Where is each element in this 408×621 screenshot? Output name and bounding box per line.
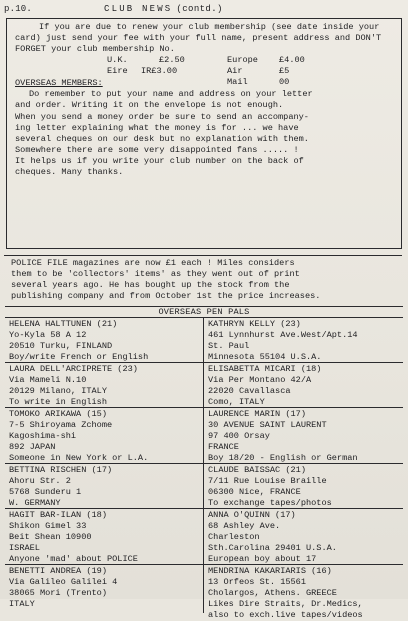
pen-pal-name: BENETTI ANDREA (19) [9, 566, 107, 576]
price-amount: £2.50 [159, 55, 185, 66]
pen-pals-right-column [204, 318, 403, 621]
text-line: publishing company and from October 1st the price increases. [11, 291, 321, 302]
pen-pal-entry [5, 509, 203, 565]
text-line: When you send a money order be sure to send an accompany- [15, 111, 309, 122]
pen-pal-entry [5, 363, 203, 408]
pen-pal-line: Minnesota 55104 U.S.A. [208, 352, 322, 363]
price-amount: £5 00 [279, 66, 290, 88]
pen-pal-line: Cholargos, Athens. GREECE [208, 588, 337, 599]
pen-pal-line: Via Mameli N.10 [9, 375, 87, 386]
page-title [104, 4, 223, 15]
pen-pal-line: 68 Ashley Ave. [208, 521, 281, 532]
pen-pal-line: ISRAEL [9, 543, 40, 554]
price-region: Air Mail [227, 66, 248, 88]
text-line: cheques. Many thanks. [15, 167, 124, 178]
pen-pal-entry [5, 464, 203, 509]
price-table [107, 55, 395, 88]
renewal-paragraph: If you are due to renew your club membership (see date inside your card) just send your fee with your full name, present address and DON'T FORGET your club membership No. [15, 22, 382, 55]
pen-pal-line: To write in English [9, 397, 107, 408]
pen-pal-name: LAURA DELL'ARCIPRETE (23) [9, 364, 138, 374]
pen-pal-entry [5, 318, 203, 363]
price-region: Europe [227, 55, 258, 66]
pen-pal-line: 38065 Mori (Trento) [9, 588, 107, 599]
pen-pal-line: 97 400 Orsay [208, 431, 270, 442]
pen-pal-line: Shikon Gimel 33 [9, 521, 87, 532]
pen-pal-name: MENDRINA KAKARIARIS (16) [208, 566, 332, 576]
text-line: POLICE FILE magazines are now £1 each ! Miles considers [11, 258, 295, 268]
overseas-text [15, 89, 395, 178]
price-amount: £4.00 [279, 55, 305, 66]
pen-pal-line: Como, ITALY [208, 397, 265, 408]
pen-pal-line: Kagoshima-shi [9, 431, 77, 442]
pen-pals-section [5, 306, 403, 621]
pen-pal-name: LAURENCE MARIN (17) [208, 409, 306, 419]
pen-pal-entry [204, 318, 403, 363]
pen-pal-line: Boy 18/20 - English or German [208, 453, 358, 464]
price-region: Eire [107, 66, 128, 77]
pen-pal-line: Via Galileo Galilei 4 [9, 577, 118, 588]
pen-pal-name: BETTINA RISCHEN (17) [9, 465, 113, 475]
pen-pal-line: Charleston [208, 532, 260, 543]
page-header [4, 4, 400, 18]
pen-pal-entry [204, 464, 403, 509]
pen-pal-name: ANNA O'QUINN (17) [208, 510, 296, 520]
pen-pal-line: Beit Shean 10900 [9, 532, 92, 543]
pen-pal-line: Likes Dire Straits, Dr.Medics, [208, 599, 363, 610]
membership-box [6, 18, 402, 249]
police-file-notice [4, 255, 402, 302]
pen-pal-line: Ahoru Str. 2 [9, 476, 71, 487]
pen-pal-entry [5, 565, 203, 613]
pen-pals-title: OVERSEAS PEN PALS [5, 306, 403, 318]
pen-pal-line: W. GERMANY [9, 498, 61, 509]
text-line: several cheques on our desk but no explanation with them. [15, 133, 309, 144]
title-text: CLUB NEWS [104, 4, 173, 14]
price-amount: IR£3.00 [141, 66, 178, 77]
pen-pal-line: 7/11 Rue Louise Braille [208, 476, 327, 487]
text-line: Do remember to put your name and address on your letter [29, 89, 313, 100]
pen-pal-line: 892 JAPAN [9, 442, 56, 453]
pen-pal-line: 06300 Nice, FRANCE [208, 487, 301, 498]
page-number: p.10. [4, 4, 33, 14]
pen-pal-entry [204, 509, 403, 565]
pen-pal-name: ELISABETTA MICARI (18) [208, 364, 322, 374]
pen-pals-left-column [5, 318, 204, 613]
overseas-heading: OVERSEAS MEMBERS: [15, 78, 103, 89]
pen-pal-line: 20129 Milano, ITALY [9, 386, 107, 397]
text-line: and order. Writing it on the envelope is not enough. [15, 100, 284, 111]
pen-pal-line: Via Per Montano 42/A [208, 375, 312, 386]
pen-pal-line: Someone in New York or L.A. [9, 453, 149, 464]
pen-pal-line: 30 AVENUE SAINT LAURENT [208, 420, 327, 431]
pen-pal-line: 5768 Sunderu 1 [9, 487, 82, 498]
pen-pal-name: CLAUDE BAISSAC (21) [208, 465, 306, 475]
pen-pal-line: 13 Orfeos St. 15561 [208, 577, 306, 588]
pen-pal-line: 20510 Turku, FINLAND [9, 341, 113, 352]
pen-pal-name: HELENA HALTTUNEN (21) [9, 319, 118, 329]
pen-pal-line: Sth.Carolina 29401 U.S.A. [208, 543, 337, 554]
pen-pal-line: FRANCE [208, 442, 239, 453]
pen-pal-entry [5, 408, 203, 464]
pen-pal-name: HAGIT BAR-ILAN (18) [9, 510, 107, 520]
pen-pal-entry [204, 363, 403, 408]
pen-pal-name: TOMOKO ARIKAWA (15) [9, 409, 107, 419]
pen-pal-line: Yo-Kyla 58 A 12 [9, 330, 87, 341]
pen-pal-line: 22020 Cavallasca [208, 386, 291, 397]
pen-pal-line: To exchange tapes/photos [208, 498, 332, 509]
pen-pal-line: also to exch.live tapes/videos [208, 610, 363, 621]
pen-pal-entry [204, 565, 403, 621]
pen-pal-line: St. Paul [208, 341, 250, 352]
pen-pal-line: 461 Lynnhurst Ave.West/Apt.14 [208, 330, 358, 341]
text-line: Somewhere there are some very disappointed fans ..... ! [15, 144, 299, 155]
pen-pal-name: KATHRYN KELLY (23) [208, 319, 301, 329]
text-line: several years ago. He has bought up the stock from the [11, 280, 290, 291]
text-line: them to be 'collectors' items' as they went out of print [11, 269, 300, 280]
pen-pal-line: Anyone 'mad' about POLICE [9, 554, 138, 565]
pen-pal-line: 7-5 Shiroyama Zchome [9, 420, 113, 431]
pen-pal-line: Boy/write French or English [9, 352, 149, 363]
text-line: ing letter explaining what the money is for ... we have [15, 122, 299, 133]
pen-pal-entry [204, 408, 403, 464]
price-region: U.K. [107, 55, 128, 66]
title-suffix: (contd.) [176, 4, 223, 14]
text-line: It helps us if you write your club number on the back of [15, 155, 304, 166]
pen-pal-line: European boy about 17 [208, 554, 317, 565]
pen-pal-line: ITALY [9, 599, 35, 610]
